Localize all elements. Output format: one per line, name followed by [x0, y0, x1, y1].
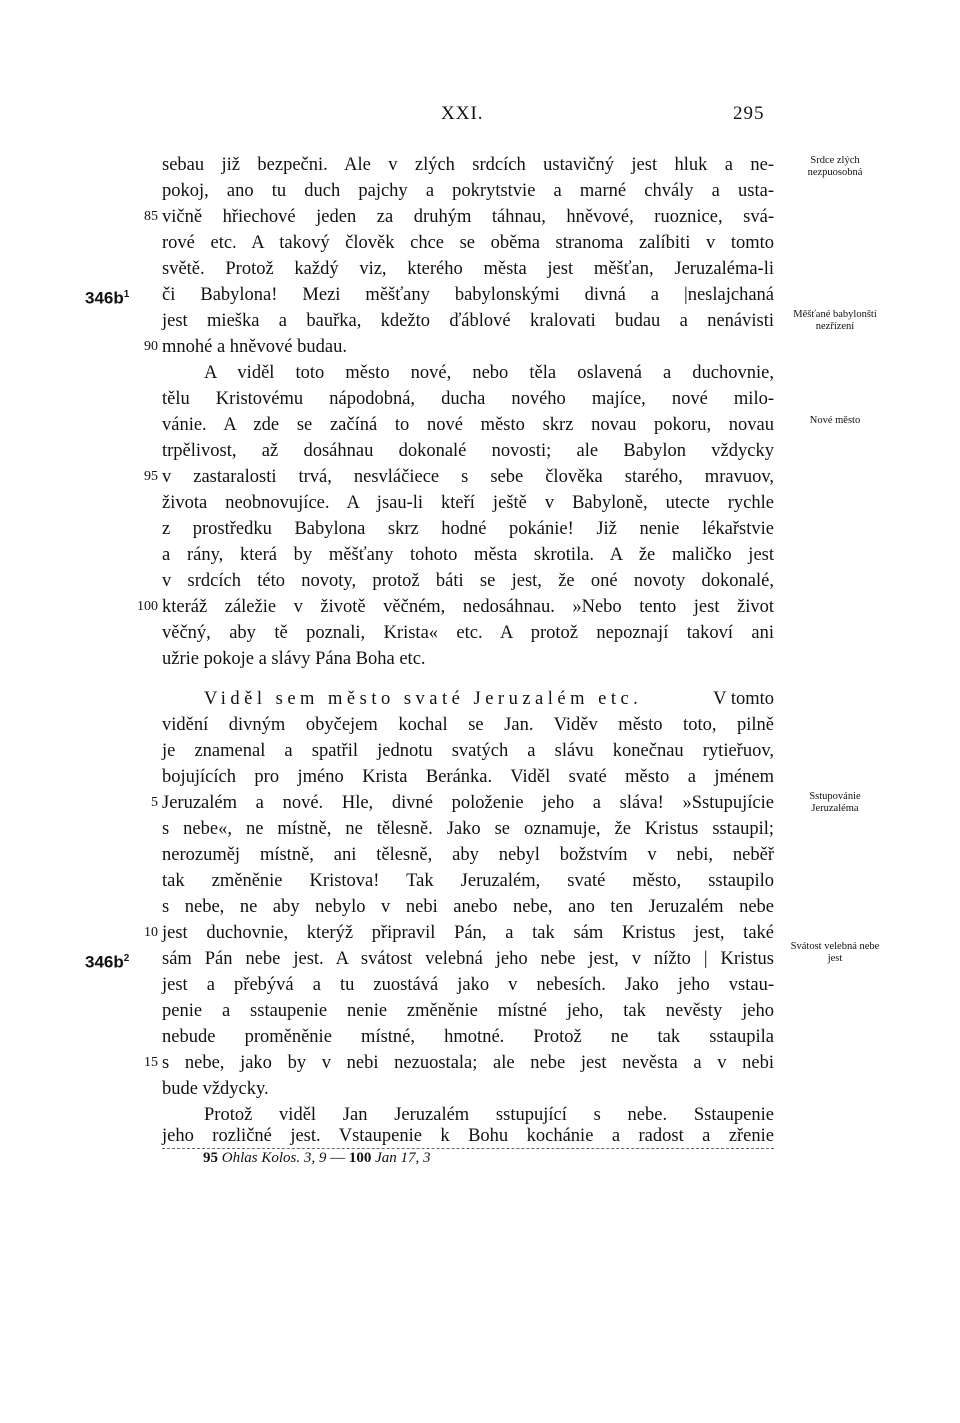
footnote-citation: Jan 17, 3 — [375, 1150, 431, 1166]
text-line: mnohé a hněvové budau. — [162, 337, 347, 357]
margin-note: Srdce zlých nezpuosobná — [807, 155, 863, 178]
text-line: v zastaralosti trvá, nesvláčiece s sebe člověka starého, mravuov, — [162, 467, 774, 487]
line-number: 95 — [144, 469, 158, 484]
line-number: 90 — [144, 339, 158, 354]
text-line: tak změněnie Kristova! Tak Jeruzalém, svaté město, sstaupilo — [162, 871, 774, 891]
text-line: jest mieška a bauřka, kdežto ďáblové kralovati budau a nenávisti — [162, 311, 774, 331]
text-line: trpělivost, až dosáhnau dokonalé novosti; ale Babylon vždycky — [162, 441, 774, 461]
text-line: bojujících pro jméno Krista Beránka. Viděl svaté město a jménem — [162, 767, 774, 787]
text-line: světě. Protož každý viz, kterého města jest měšťan, Jeruzaléma-li — [162, 259, 774, 279]
text-line: pokoj, ano tu duch pajchy a pokrytstvie a marné chvály a usta- — [162, 181, 774, 201]
text-line: v srdcích této novoty, protož báti se jest, že oné novoty dokonalé, — [162, 571, 774, 591]
text-line: a rány, která by měšťany tohoto města skrotila. A že maličko jest — [162, 545, 774, 565]
text-line: nebude proměněnie místné, hmotné. Protož ne tak sstaupila — [162, 1027, 774, 1047]
line-number: 10 — [144, 925, 158, 940]
text-line: jest a přebývá a tu zuostává jako v nebesích. Jako jeho vstau- — [162, 975, 774, 995]
text-line: rové etc. A takový člověk chce se oběma stranoma zalíbiti v tomto — [162, 233, 774, 253]
page-number: 295 — [733, 103, 765, 124]
text-line: A viděl toto město nové, nebo těla oslavená a duchovnie, — [204, 363, 774, 383]
text-line: s nebe«, ne místně, ne tělesně. Jako se oznamuje, že Kristus sstaupil; — [162, 819, 774, 839]
lead-continuation: V tomto — [713, 689, 774, 709]
margin-note: Svátost velebná nebe jest — [790, 941, 880, 964]
text-line: věčný, aby tě poznali, Krista« etc. A protož nepoznají takoví ani — [162, 623, 774, 643]
text-line: s nebe, jako by v nebi nezuostala; ale nebe jest nevěsta a v nebi — [162, 1053, 774, 1073]
text-line: vidění divným obyčejem kochal se Jan. Viděv město toto, pilně — [162, 715, 774, 735]
text-line: jest duchovnie, kterýž připravil Pán, a tak sám Kristus jest, také — [162, 923, 774, 943]
line-number: 5 — [151, 795, 158, 810]
line-number: 100 — [137, 599, 158, 614]
section-2-lead-line — [204, 686, 774, 712]
margin-note: Nové město — [809, 415, 861, 426]
folio-marker: $346b^1$ — [85, 288, 130, 308]
footnote — [203, 1148, 431, 1168]
text-line: či Babylona! Mezi měšťany babylonskými divná a |neslajchaná — [162, 285, 774, 305]
text-line: tělu Kristovému nápodobná, ducha nového majíce, nové milo- — [162, 389, 774, 409]
footnote-line-ref: 95 — [203, 1150, 218, 1166]
text-line: Protož viděl Jan Jeruzalém sstupující s nebe. Sstaupenie — [204, 1105, 774, 1125]
lead-quotation: Viděl sem město svaté Jeruzalém etc. — [204, 689, 643, 709]
text-line: z prostředku Babylona skrz hodné pokánie! Již nenie lékařstvie — [162, 519, 774, 539]
text-line: je znamenal a spatřil jednotu svatých a slávu konečnau rytieřuov, — [162, 741, 774, 761]
footnote-citation: Ohlas Kolos. 3, 9 — [221, 1150, 327, 1166]
line-number: 15 — [144, 1055, 158, 1070]
text-line: bude vždycky. — [162, 1079, 269, 1099]
margin-note: Měšťané babylonští nezřízení — [793, 309, 877, 332]
text-line: s nebe, ne aby nebylo v nebi anebo nebe, ano ten Jeruzalém nebe — [162, 897, 774, 917]
text-line: nerozuměj místně, ani tělesně, aby nebyl božstvím v nebi, neběř — [162, 845, 774, 865]
text-line: Jeruzalém a nové. Hle, divné položenie jeho a sláva! »Sstupujície — [162, 793, 774, 813]
folio-marker: $346b^2$ — [85, 952, 130, 972]
text-line: života neobnovujíce. A jsau-li kteří ještě v Babyloně, utecte rychle — [162, 493, 774, 513]
text-line: kteráž záležie v životě věčném, nedosáhnau. »Nebo tento jest život — [162, 597, 774, 617]
text-line: sebau již bezpečni. Ale v zlých srdcích ustavičný jest hluk a ne- — [162, 155, 774, 175]
text-line: sám Pán nebe jest. A svátost velebná jeho nebe jest, v nížto | Kristus — [162, 949, 774, 969]
text-line: užrie pokoje a slávy Pána Boha etc. — [162, 649, 426, 669]
chapter-number: XXI. — [441, 103, 484, 124]
line-number: 85 — [144, 209, 158, 224]
margin-note: Sstupovánie Jeruzaléma — [809, 791, 861, 814]
text-line: penie a sstaupenie nenie změněnie místné jeho, tak nevěsty jeho — [162, 1001, 774, 1021]
text-line: vánie. A zde se začíná to nové město skrz novau pokoru, novau — [162, 415, 774, 435]
text-line: vičně hřiechové jeden za druhým táhnau, hněvové, ruoznice, svá- — [162, 207, 774, 227]
footnote-line-ref: 100 — [348, 1150, 372, 1166]
footnote-dash: — — [330, 1150, 346, 1166]
text-line: jeho rozličné jest. Vstaupenie k Bohu kochánie a radost a zřenie — [162, 1126, 774, 1146]
